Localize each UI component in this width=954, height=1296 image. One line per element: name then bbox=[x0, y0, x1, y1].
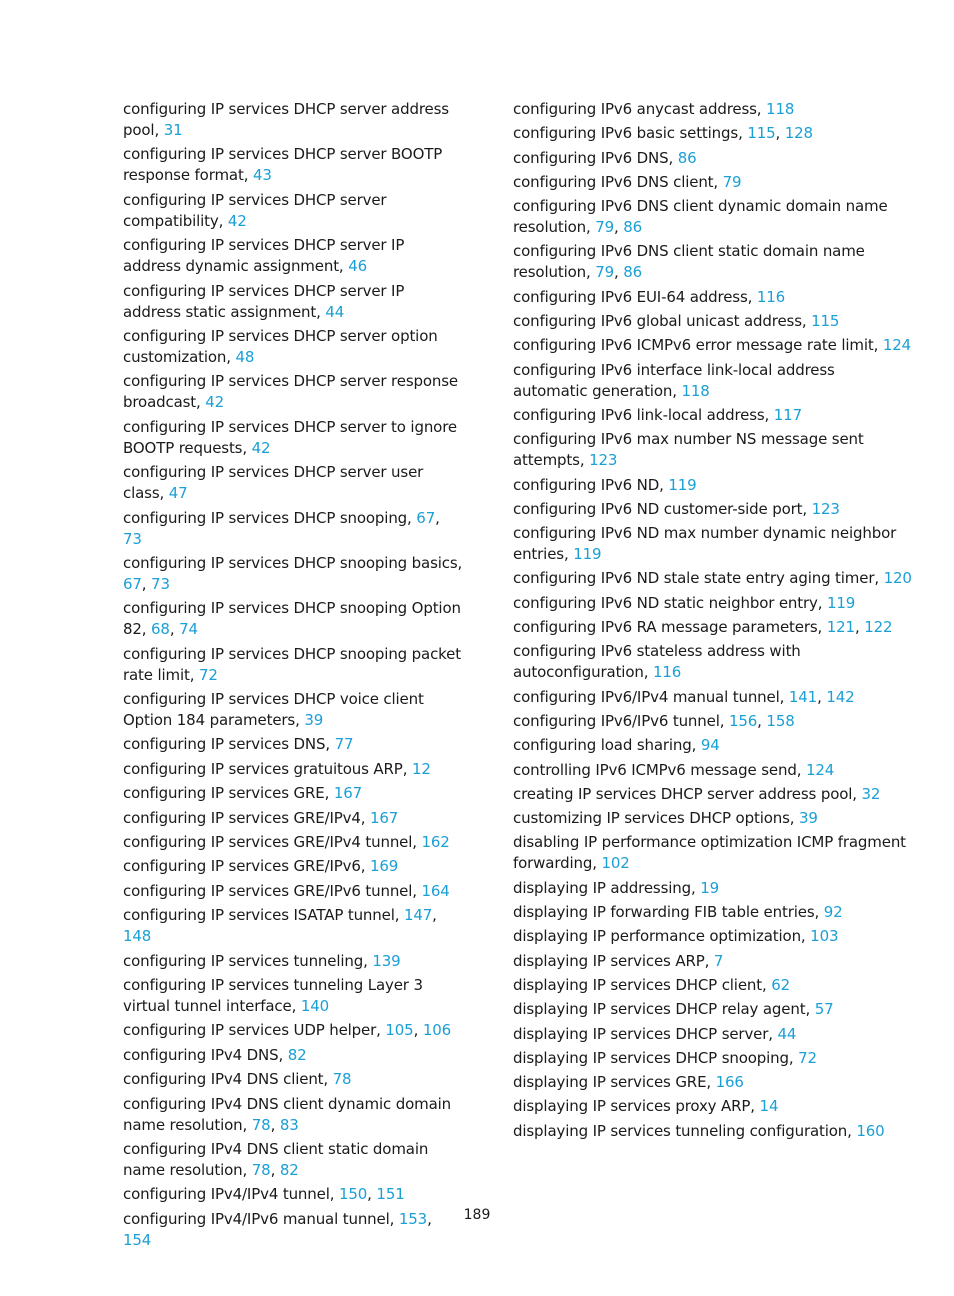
index-entry bbox=[123, 1184, 463, 1205]
page-link[interactable]: 82 bbox=[279, 1160, 299, 1179]
index-column-right bbox=[513, 99, 913, 1145]
index-entry bbox=[123, 1094, 463, 1136]
index-entry bbox=[123, 644, 463, 686]
index-entry bbox=[123, 462, 463, 504]
index-term: configuring IP services DHCP server address pool, bbox=[123, 100, 449, 139]
page-link[interactable]: 154 bbox=[123, 1230, 152, 1249]
page-link[interactable]: 79 bbox=[722, 172, 742, 191]
index-term: configuring IP services DHCP server to ignore BOOTP requests, bbox=[123, 417, 457, 457]
index-entry bbox=[513, 975, 913, 996]
index-entry bbox=[123, 832, 463, 853]
index-entry bbox=[513, 1048, 913, 1069]
page-link[interactable]: 92 bbox=[823, 903, 843, 922]
index-term: displaying IP services ARP, bbox=[513, 951, 714, 970]
index-entry bbox=[123, 508, 463, 550]
page-link[interactable]: 142 bbox=[826, 687, 855, 706]
index-entry bbox=[513, 568, 913, 589]
page-link[interactable]: 68 bbox=[151, 620, 170, 639]
page-link[interactable]: 151 bbox=[376, 1185, 405, 1204]
page-link[interactable]: 162 bbox=[421, 833, 450, 852]
index-entry bbox=[513, 123, 913, 144]
page-separator: , bbox=[614, 218, 624, 237]
index-term: displaying IP services GRE, bbox=[513, 1073, 716, 1092]
page-link[interactable]: 118 bbox=[766, 100, 795, 118]
index-term: displaying IP services proxy ARP, bbox=[513, 1097, 760, 1116]
page-link[interactable]: 115 bbox=[747, 124, 776, 143]
page-link[interactable]: 31 bbox=[163, 121, 183, 139]
page-link[interactable]: 160 bbox=[856, 1121, 885, 1140]
page-link[interactable]: 46 bbox=[348, 257, 367, 276]
index-entry bbox=[513, 784, 913, 805]
page-link[interactable]: 103 bbox=[810, 927, 839, 946]
index-term: configuring IP services GRE/IPv4 tunnel, bbox=[123, 833, 422, 852]
index-entry bbox=[513, 1121, 913, 1142]
index-entry bbox=[123, 975, 463, 1017]
index-term: configuring IP services DHCP server user class, bbox=[123, 463, 424, 503]
page-link[interactable]: 158 bbox=[766, 711, 795, 730]
page-separator: , bbox=[854, 618, 865, 637]
index-entry bbox=[513, 760, 913, 781]
index-term: configuring IP services DHCP snooping basics, bbox=[123, 553, 463, 572]
page-link[interactable]: 140 bbox=[300, 996, 330, 1015]
index-term: configuring IPv6 RA message parameters, bbox=[513, 618, 827, 637]
page-link[interactable]: 72 bbox=[798, 1048, 817, 1067]
page-link[interactable]: 42 bbox=[205, 393, 225, 412]
index-entry bbox=[513, 1096, 913, 1117]
page-link[interactable]: 67 bbox=[123, 574, 142, 593]
page-link[interactable]: 62 bbox=[771, 975, 791, 994]
page-link[interactable]: 118 bbox=[681, 381, 710, 400]
index-entry bbox=[513, 523, 913, 565]
index-entry bbox=[513, 405, 913, 426]
index-term: configuring IP services ISATAP tunnel, bbox=[123, 906, 404, 925]
index-entry bbox=[513, 148, 913, 169]
page-link[interactable]: 124 bbox=[882, 336, 911, 355]
index-entry bbox=[123, 281, 463, 323]
index-entry bbox=[123, 734, 463, 755]
index-column-left bbox=[123, 99, 463, 1254]
index-entry bbox=[513, 926, 913, 947]
index-term: configuring IPv6 anycast address, bbox=[513, 100, 767, 118]
index-entry bbox=[123, 808, 463, 829]
page-link[interactable]: 72 bbox=[198, 665, 218, 684]
index-term: configuring IPv6 ND max number dynamic neighbor entries, bbox=[513, 524, 897, 564]
page-link[interactable]: 156 bbox=[728, 711, 758, 730]
index-entry bbox=[513, 475, 913, 496]
index-entry bbox=[513, 951, 913, 972]
page-separator: , bbox=[432, 906, 437, 925]
page-link[interactable]: 141 bbox=[788, 687, 818, 706]
index-entry bbox=[513, 335, 913, 356]
index-term: displaying IP services DHCP server, bbox=[513, 1024, 778, 1043]
page-link[interactable]: 124 bbox=[805, 760, 835, 779]
index-term: configuring IPv6 link-local address, bbox=[513, 405, 774, 424]
page-link[interactable]: 67 bbox=[416, 508, 436, 527]
index-term: configuring load sharing, bbox=[513, 736, 701, 755]
index-entry bbox=[513, 808, 913, 829]
index-entry bbox=[513, 287, 913, 308]
page-link[interactable]: 79 bbox=[595, 263, 614, 282]
page-link[interactable]: 120 bbox=[883, 569, 912, 588]
page-link[interactable]: 83 bbox=[279, 1115, 299, 1134]
index-term: configuring IPv6 ND customer-side port, bbox=[513, 499, 812, 518]
index-entry bbox=[123, 856, 463, 877]
index-entry bbox=[513, 902, 913, 923]
page-link[interactable]: 48 bbox=[235, 347, 255, 366]
index-term: configuring IPv6/IPv6 tunnel, bbox=[513, 711, 729, 730]
index-term: configuring IP services GRE, bbox=[123, 784, 334, 803]
index-term: configuring IP services DHCP server compatibility, bbox=[123, 190, 387, 230]
page-link[interactable]: 150 bbox=[338, 1185, 368, 1204]
index-entry bbox=[123, 190, 463, 232]
page-link[interactable]: 39 bbox=[799, 809, 818, 828]
index-term: configuring IPv6 EUI-64 address, bbox=[513, 287, 757, 306]
page-link[interactable]: 86 bbox=[623, 218, 643, 237]
index-term: configuring IPv6 DNS client, bbox=[513, 172, 723, 191]
index-entry bbox=[123, 598, 463, 640]
index-entry bbox=[123, 951, 463, 972]
page-link[interactable]: 42 bbox=[227, 211, 247, 230]
page-link[interactable]: 94 bbox=[700, 736, 720, 755]
page-link[interactable]: 147 bbox=[403, 906, 433, 925]
index-term: configuring IP services GRE/IPv6, bbox=[123, 857, 370, 876]
index-term: configuring IPv6 max number NS message sent attempts, bbox=[513, 430, 864, 470]
page-link[interactable]: 73 bbox=[151, 574, 170, 593]
index-term: configuring IP services DHCP server IP address dynamic assignment, bbox=[123, 236, 405, 276]
index-term: configuring IPv6/IPv4 manual tunnel, bbox=[513, 687, 789, 706]
index-term: creating IP services DHCP server address pool, bbox=[513, 784, 862, 803]
index-entry bbox=[513, 711, 913, 732]
index-term: displaying IP services DHCP relay agent, bbox=[513, 1000, 815, 1019]
page-separator: , bbox=[614, 263, 624, 282]
index-term: controlling IPv6 ICMPv6 message send, bbox=[513, 760, 806, 779]
page-separator: , bbox=[757, 711, 767, 730]
page-link[interactable]: 123 bbox=[811, 499, 840, 518]
index-term: displaying IP forwarding FIB table entries, bbox=[513, 903, 824, 922]
index-entry bbox=[123, 99, 463, 141]
page-link[interactable]: 12 bbox=[411, 759, 431, 778]
index-term: configuring IP services DHCP snooping, bbox=[123, 508, 417, 527]
index-term: disabling IP performance optimization ICMP fragment forwarding, bbox=[513, 833, 906, 873]
page-link[interactable]: 78 bbox=[332, 1070, 352, 1089]
page-link[interactable]: 32 bbox=[861, 784, 881, 803]
page-link[interactable]: 166 bbox=[715, 1073, 744, 1092]
page-number: 189 bbox=[463, 1207, 491, 1223]
index-term: configuring IP services DHCP server response broadcast, bbox=[123, 372, 458, 412]
page-link[interactable]: 122 bbox=[864, 618, 893, 637]
index-entry bbox=[123, 1069, 463, 1090]
page-separator: , bbox=[270, 1115, 280, 1134]
page-link[interactable]: 117 bbox=[773, 405, 802, 424]
index-term: configuring IP services tunneling, bbox=[123, 951, 373, 970]
index-term: configuring IP services DHCP server BOOTP response format, bbox=[123, 145, 443, 185]
index-entry bbox=[513, 429, 913, 471]
page-link[interactable]: 57 bbox=[814, 1000, 834, 1019]
index-term: configuring IPv6 basic settings, bbox=[513, 124, 748, 143]
page-link[interactable]: 169 bbox=[370, 857, 399, 876]
index-term: configuring IPv6 ND stale state entry aging timer, bbox=[513, 569, 884, 588]
index-term: displaying IP addressing, bbox=[513, 878, 701, 897]
index-term: configuring IPv4 DNS client, bbox=[123, 1070, 333, 1089]
index-term: configuring IPv6 ND static neighbor entry, bbox=[513, 593, 827, 612]
index-term: configuring IP services DNS, bbox=[123, 735, 335, 754]
index-term: configuring IP services GRE/IPv6 tunnel, bbox=[123, 881, 422, 900]
index-term: configuring IP services DHCP server option customization, bbox=[123, 326, 438, 366]
page-link[interactable]: 105 bbox=[385, 1021, 414, 1040]
page-separator: , bbox=[367, 1185, 377, 1204]
index-term: configuring IP services DHCP voice client Option 184 parameters, bbox=[123, 690, 424, 730]
index-term: configuring IPv6 DNS client static domain name resolution, bbox=[513, 242, 865, 282]
page-link[interactable]: 128 bbox=[784, 124, 813, 143]
page-link[interactable]: 43 bbox=[252, 166, 272, 185]
page-link[interactable]: 74 bbox=[179, 620, 198, 639]
page-link[interactable]: 123 bbox=[589, 451, 618, 470]
index-term: configuring IPv4 DNS client static domain name resolution, bbox=[123, 1139, 429, 1179]
index-term: configuring IPv6 stateless address with autoconfiguration, bbox=[513, 642, 801, 682]
index-entry bbox=[123, 417, 463, 459]
page-link[interactable]: 119 bbox=[573, 545, 602, 564]
index-entry bbox=[123, 1045, 463, 1066]
page-link[interactable]: 19 bbox=[700, 878, 720, 897]
index-entry bbox=[513, 196, 913, 238]
index-term: configuring IP services DHCP snooping Option 82, bbox=[123, 599, 461, 639]
page-link[interactable]: 86 bbox=[677, 148, 697, 167]
index-term: displaying IP services DHCP client, bbox=[513, 975, 772, 994]
index-entry bbox=[513, 617, 913, 638]
index-entry bbox=[123, 326, 463, 368]
index-entry bbox=[123, 371, 463, 413]
index-entry bbox=[513, 241, 913, 283]
page-separator: , bbox=[427, 1209, 432, 1228]
page-link[interactable]: 47 bbox=[168, 484, 188, 503]
index-term: configuring IPv6 interface link-local address automatic generation, bbox=[513, 360, 835, 400]
index-entry bbox=[513, 735, 913, 756]
page-link[interactable]: 14 bbox=[759, 1097, 779, 1116]
index-term: configuring IPv4/IPv6 manual tunnel, bbox=[123, 1209, 399, 1228]
index-entry bbox=[123, 553, 463, 595]
index-term: customizing IP services DHCP options, bbox=[513, 809, 799, 828]
page-link[interactable]: 148 bbox=[123, 927, 152, 946]
index-term: displaying IP services tunneling configuration, bbox=[513, 1121, 857, 1140]
index-entry bbox=[513, 311, 913, 332]
page-link[interactable]: 116 bbox=[756, 287, 786, 306]
index-entry bbox=[123, 759, 463, 780]
index-term: displaying IP performance optimization, bbox=[513, 927, 811, 946]
index-entry bbox=[513, 1024, 913, 1045]
page-link[interactable]: 164 bbox=[421, 881, 450, 900]
page-link[interactable]: 167 bbox=[370, 808, 399, 827]
page-separator: , bbox=[775, 124, 785, 143]
index-entry bbox=[513, 832, 913, 874]
index-term: configuring IPv4 DNS, bbox=[123, 1045, 288, 1064]
index-term: configuring IPv6 ICMPv6 error message rate limit, bbox=[513, 336, 883, 355]
index-entry bbox=[123, 1020, 463, 1041]
page-link[interactable]: 139 bbox=[372, 951, 401, 970]
index-entry bbox=[513, 999, 913, 1020]
page-link[interactable]: 78 bbox=[251, 1160, 271, 1179]
index-term: configuring IPv4 DNS client dynamic domain name resolution, bbox=[123, 1094, 451, 1134]
page-link[interactable]: 44 bbox=[777, 1024, 797, 1043]
page-link[interactable]: 86 bbox=[623, 263, 643, 282]
index-entry bbox=[513, 878, 913, 899]
page-link[interactable]: 119 bbox=[668, 475, 697, 494]
page-separator: , bbox=[169, 620, 180, 639]
page-link[interactable]: 42 bbox=[251, 438, 271, 457]
index-entry bbox=[123, 689, 463, 731]
page-link[interactable]: 153 bbox=[398, 1209, 428, 1228]
index-term: configuring IPv6 ND, bbox=[513, 475, 669, 494]
index-term: configuring IP services DHCP snooping packet rate limit, bbox=[123, 644, 461, 684]
index-entry bbox=[513, 641, 913, 683]
page-separator: , bbox=[270, 1160, 280, 1179]
page-link[interactable]: 77 bbox=[334, 735, 354, 754]
index-term: configuring IPv4/IPv4 tunnel, bbox=[123, 1185, 339, 1204]
index-entry bbox=[123, 144, 463, 186]
index-entry bbox=[513, 499, 913, 520]
index-term: displaying IP services DHCP snooping, bbox=[513, 1048, 799, 1067]
page-link[interactable]: 79 bbox=[595, 218, 614, 237]
index-term: configuring IP services tunneling Layer 3 virtual tunnel interface, bbox=[123, 975, 423, 1015]
index-entry bbox=[513, 1072, 913, 1093]
page-link[interactable]: 115 bbox=[811, 312, 840, 331]
page-separator: , bbox=[141, 574, 152, 593]
page-link[interactable]: 167 bbox=[333, 784, 362, 803]
page-separator: , bbox=[435, 508, 440, 527]
index-entry bbox=[123, 905, 463, 947]
page-separator: , bbox=[413, 1021, 423, 1040]
index-term: configuring IP services DHCP server IP address static assignment, bbox=[123, 281, 405, 321]
page-link[interactable]: 119 bbox=[827, 593, 856, 612]
page-separator: , bbox=[817, 687, 827, 706]
page-link[interactable]: 82 bbox=[287, 1045, 307, 1064]
index-entry bbox=[123, 1139, 463, 1181]
index-term: configuring IP services UDP helper, bbox=[123, 1021, 386, 1040]
page-link[interactable]: 121 bbox=[826, 618, 855, 637]
index-term: configuring IP services GRE/IPv4, bbox=[123, 808, 370, 827]
index-term: configuring IPv6 DNS client dynamic domain name resolution, bbox=[513, 197, 888, 237]
index-term: configuring IP services gratuitous ARP, bbox=[123, 759, 412, 778]
index-term: configuring IPv6 DNS, bbox=[513, 148, 678, 167]
index-entry bbox=[123, 783, 463, 804]
page-link[interactable]: 7 bbox=[713, 951, 724, 970]
page-link[interactable]: 106 bbox=[422, 1021, 452, 1040]
index-entry bbox=[513, 99, 913, 120]
page-link[interactable]: 39 bbox=[304, 711, 324, 730]
index-entry bbox=[513, 687, 913, 708]
index-term: configuring IPv6 global unicast address, bbox=[513, 312, 812, 331]
index-entry bbox=[123, 235, 463, 277]
page-link[interactable]: 73 bbox=[123, 529, 142, 548]
index-entry bbox=[513, 172, 913, 193]
page-link[interactable]: 116 bbox=[652, 663, 682, 682]
index-entry bbox=[513, 360, 913, 402]
page-link[interactable]: 44 bbox=[325, 302, 345, 321]
page-link[interactable]: 102 bbox=[601, 854, 630, 873]
index-entry bbox=[513, 593, 913, 614]
page-link[interactable]: 78 bbox=[251, 1115, 271, 1134]
index-entry bbox=[123, 881, 463, 902]
